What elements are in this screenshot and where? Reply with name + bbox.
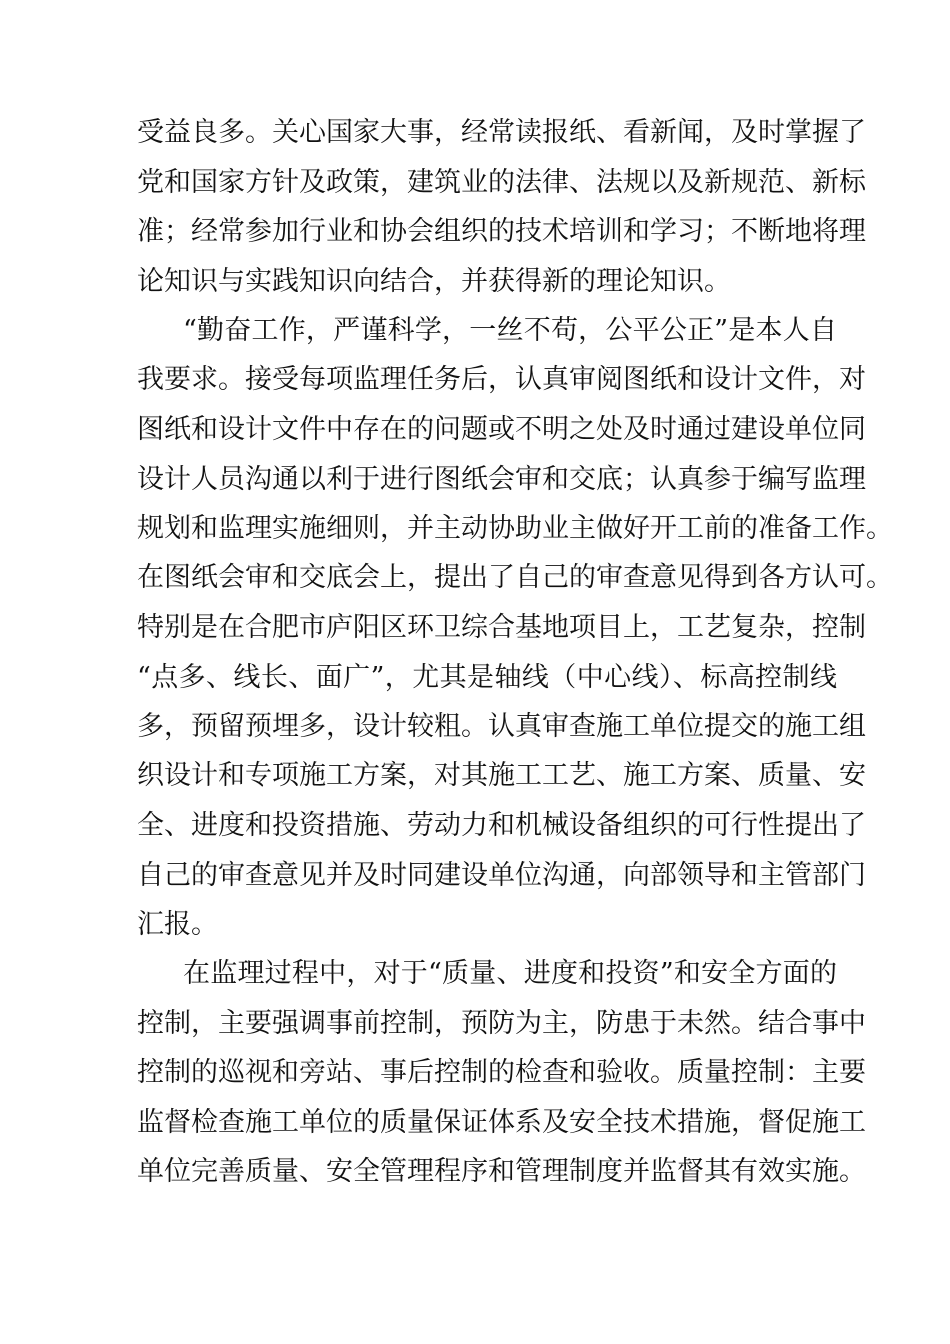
paragraph-3-line-1: 在监理过程中，对于“质量、进度和投资”和安全方面的 (183, 958, 837, 989)
paragraph-2-line-3: 图纸和设计文件中存在的问题或不明之处及时通过建设单位同 (137, 414, 866, 445)
paragraph-2-line-5: 规划和监理实施细则，并主动协助业主做好开工前的准备工作。 (137, 513, 893, 544)
paragraph-2-line-9: 多，预留预埋多，设计较粗。认真审查施工单位提交的施工组 (137, 711, 866, 742)
paragraph-3-line-4: 监督检查施工单位的质量保证体系及安全技术措施，督促施工 (137, 1107, 866, 1138)
paragraph-2-line-13: 汇报。 (137, 909, 218, 940)
paragraph-1-line-2: 党和国家方针及政策，建筑业的法律、法规以及新规范、新标 (137, 167, 866, 198)
paragraph-3-line-2: 控制，主要强调事前控制，预防为主，防患于未然。结合事中 (137, 1008, 866, 1039)
paragraph-3-line-5: 单位完善质量、安全管理程序和管理制度并监督其有效实施。 (137, 1156, 866, 1187)
paragraph-2-line-1: “勤奋工作，严谨科学，一丝不苟，公平公正”是本人自 (183, 315, 837, 346)
paragraph-1-line-4: 论知识与实践知识向结合，并获得新的理论知识。 (137, 266, 731, 297)
paragraph-2-line-6: 在图纸会审和交底会上，提出了自己的审查意见得到各方认可。 (137, 562, 893, 593)
paragraph-1-line-1: 受益良多。关心国家大事，经常读报纸、看新闻，及时掌握了 (137, 117, 866, 148)
paragraph-3-line-3: 控制的巡视和旁站、事后控制的检查和验收。质量控制：主要 (137, 1057, 866, 1088)
paragraph-2-line-11: 全、进度和投资措施、劳动力和机械设备组织的可行性提出了 (137, 810, 866, 841)
paragraph-2-line-4: 设计人员沟通以利于进行图纸会审和交底；认真参于编写监理 (137, 464, 866, 495)
paragraph-2-line-12: 自己的审查意见并及时同建设单位沟通，向部领导和主管部门 (137, 860, 866, 891)
paragraph-1-line-3: 准；经常参加行业和协会组织的技术培训和学习；不断地将理 (137, 216, 866, 247)
paragraph-2-line-7: 特别是在合肥市庐阳区环卫综合基地项目上，工艺复杂，控制 (137, 612, 866, 643)
paragraph-2-line-8: “点多、线长、面广”，尤其是轴线（中心线）、标高控制线 (137, 662, 837, 693)
paragraph-2-line-2: 我要求。接受每项监理任务后，认真审阅图纸和设计文件，对 (137, 364, 866, 395)
paragraph-2-line-10: 织设计和专项施工方案，对其施工工艺、施工方案、质量、安 (137, 760, 866, 791)
